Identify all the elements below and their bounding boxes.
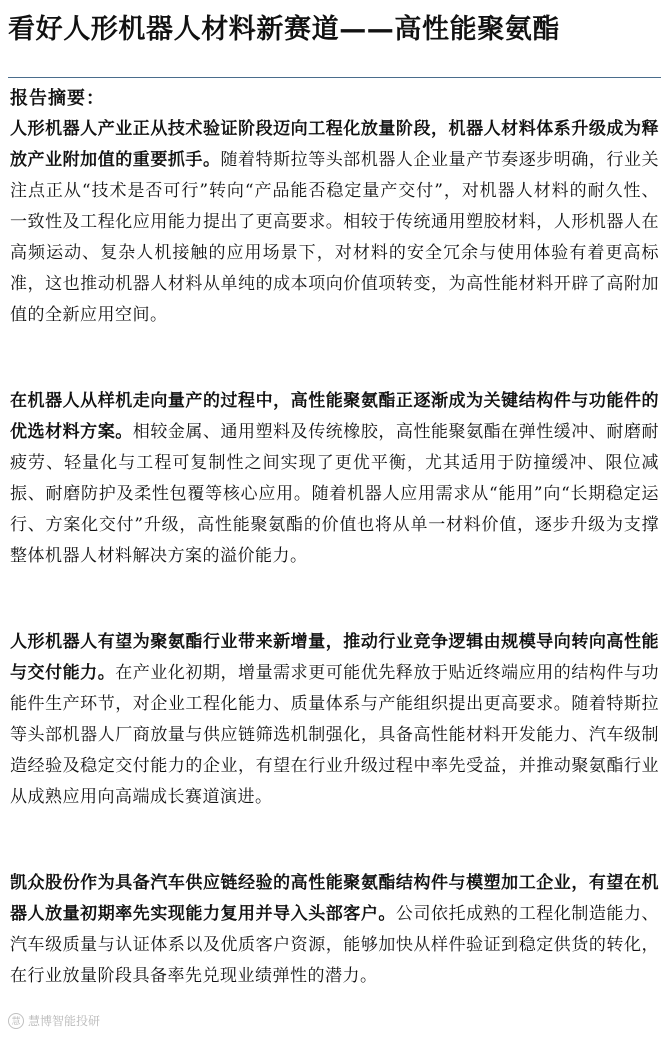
watermark-text: 慧博智能投研 [28, 1014, 101, 1028]
summary-paragraph-4 [10, 868, 659, 992]
paragraph-lead: 人形机器人有望为聚氨酯行业带来新增量，推动行业竞争逻辑由规模导向转向高性能与交付能力。 [10, 632, 659, 683]
watermark [8, 1012, 100, 1029]
paragraph-lead: 人形机器人产业正从技术验证阶段迈向工程化放量阶段，机器人材料体系升级成为释放产业附加值的重要抓手。 [10, 119, 659, 170]
summary-paragraph-3 [10, 627, 659, 813]
paragraph-lead: 在机器人从样机走向量产的过程中，高性能聚氨酯正逐渐成为关键结构件与功能件的优选材料方案。 [10, 391, 659, 442]
summary-content [10, 114, 659, 1047]
paragraph-body: 在产业化初期，增量需求更可能优先释放于贴近终端应用的结构件与功能件生产环节，对企业工程化能力、质量体系与产能组织提出更高要求。随着特斯拉等头部机器人厂商放量与供应链筛选机制强化，具备高性能材料开发能力、汽车级制造经验及稳定交付能力的企业，有望在行业升级过程中率先受益，并推动聚氨酯行业从成熟应用向高端成长赛道演进。 [10, 663, 659, 807]
paragraph-body: 随着特斯拉等头部机器人企业量产节奏逐步明确，行业关注点正从“技术是否可行”转向“产品能否稳定量产交付”，对机器人材料的耐久性、一致性及工程化应用能力提出了更高要求。相较于传统通用塑胶材料，人形机器人在高频运动、复杂人机接触的应用场景下，对材料的安全冗余与使用体验有着更高标准，这也推动机器人材料从单纯的成本项向价值项转变，为高性能材料开辟了高附加值的全新应用空间。 [10, 150, 659, 325]
paragraph-body: 公司依托成熟的工程化制造能力、汽车级质量与认证体系以及优质客户资源，能够加快从样件验证到稳定供货的转化，在行业放量阶段具备率先兑现业绩弹性的潜力。 [10, 904, 660, 986]
page-title: 看好人形机器人材料新赛道——高性能聚氨酯 [8, 14, 560, 45]
title-divider [8, 77, 661, 78]
paragraph-lead: 凯众股份作为具备汽车供应链经验的高性能聚氨酯结构件与模塑加工企业，有望在机器人放量初期率先实现能力复用并导入头部客户。 [10, 873, 659, 924]
paragraph-body: 相较金属、通用塑料及传统橡胶，高性能聚氨酯在弹性缓冲、耐磨耐疲劳、轻量化与工程可复制性之间实现了更优平衡，尤其适用于防撞缓冲、限位减振、耐磨防护及柔性包覆等核心应用。随着机器人应用需求从“能用”向“长期稳定运行、方案化交付”升级，高性能聚氨酯的价值也将从单一材料价值，逐步升级为支撑整体机器人材料解决方案的溢价能力。 [10, 422, 660, 566]
watermark-logo-icon: 慧 [8, 1013, 24, 1029]
summary-paragraph-2 [10, 386, 659, 572]
summary-heading: 报告摘要： [10, 88, 105, 109]
summary-paragraph-1 [10, 114, 659, 331]
